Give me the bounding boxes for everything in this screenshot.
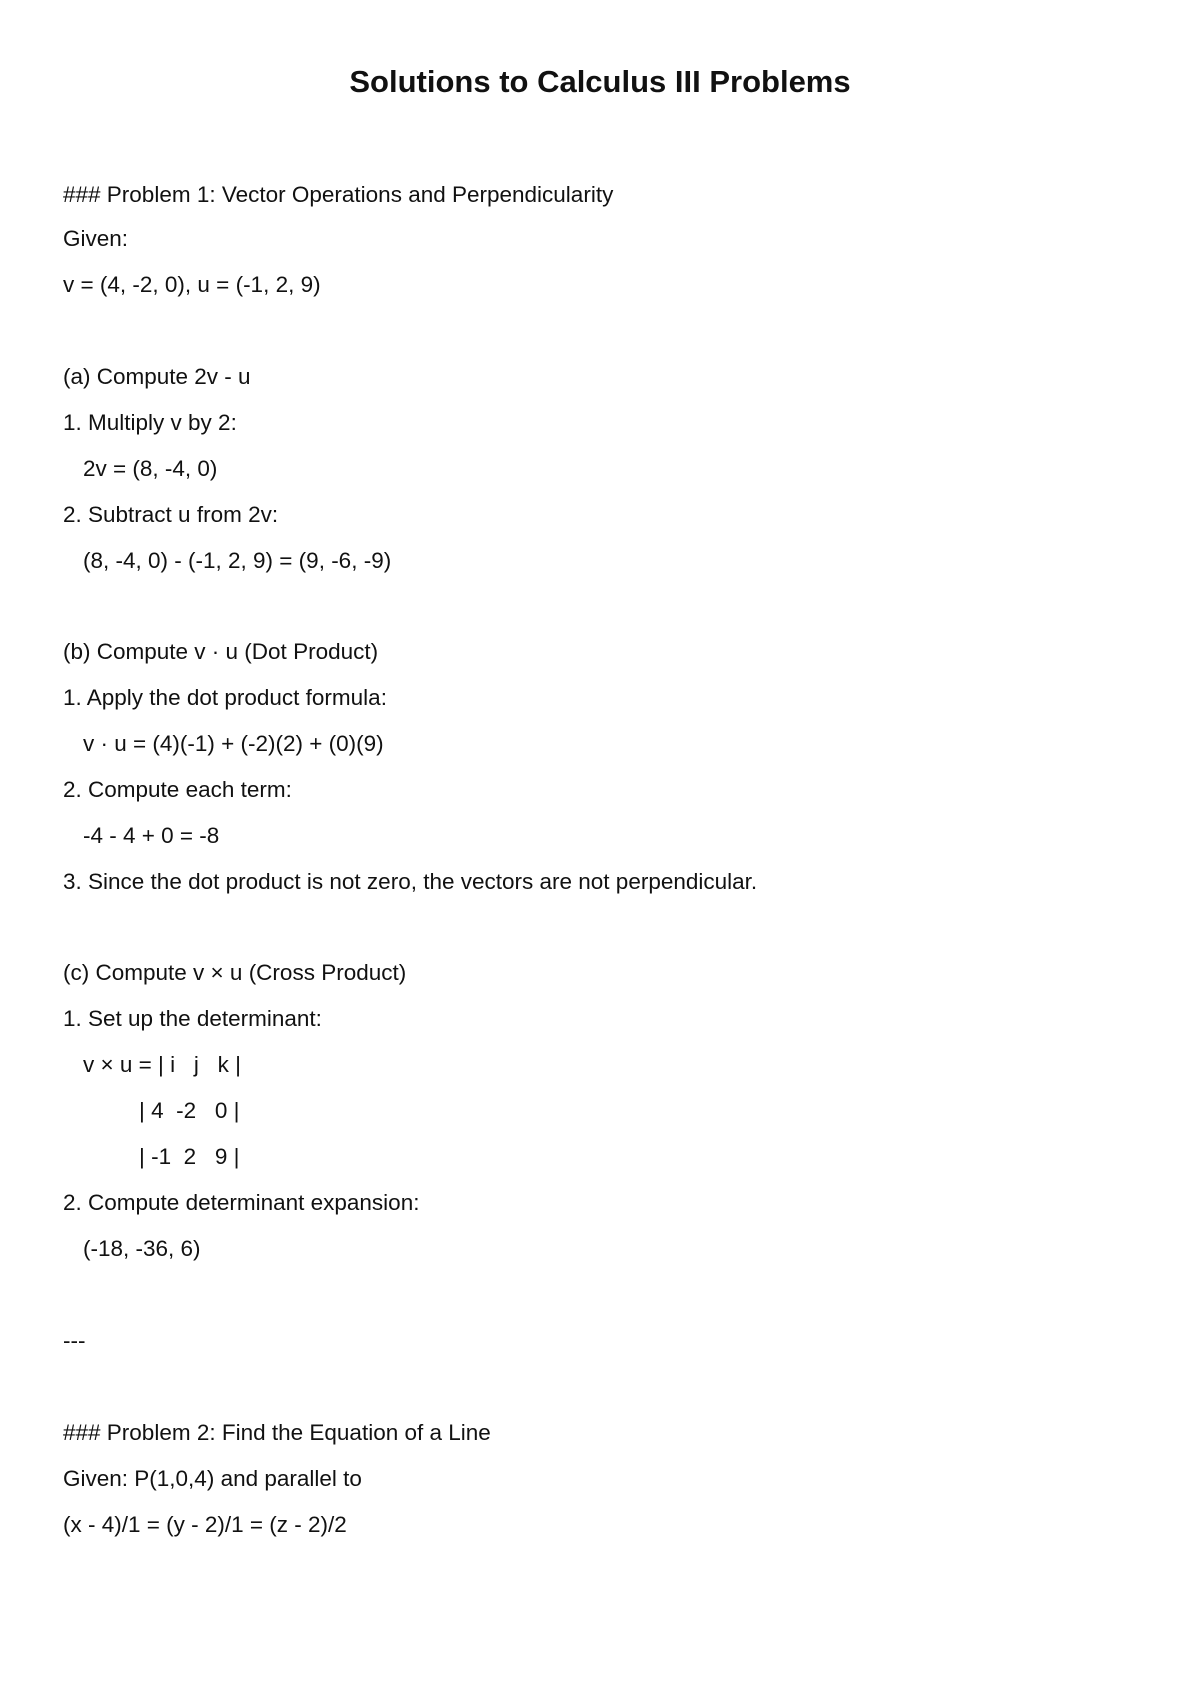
determinant-row-3: | -1 2 9 |	[139, 1144, 240, 1169]
part-c-step-1: 1. Set up the determinant:	[63, 1006, 322, 1031]
part-c-step-2: 2. Compute determinant expansion:	[63, 1190, 420, 1215]
problem-2-heading: ### Problem 2: Find the Equation of a Line	[63, 1420, 491, 1445]
determinant-row-2: | 4 -2 0 |	[139, 1098, 240, 1123]
part-c-heading: (c) Compute v × u (Cross Product)	[63, 960, 407, 985]
part-c-step-2-result: (-18, -36, 6)	[83, 1236, 201, 1261]
part-a-heading: (a) Compute 2v - u	[63, 364, 251, 389]
problem-1-heading: ### Problem 1: Vector Operations and Perpendicularity	[63, 182, 614, 207]
part-b-step-1-result: v · u = (4)(-1) + (-2)(2) + (0)(9)	[83, 731, 384, 756]
part-b-heading: (b) Compute v · u (Dot Product)	[63, 639, 379, 664]
problem-2-given: Given: P(1,0,4) and parallel to	[63, 1466, 362, 1491]
part-a-step-1-result: 2v = (8, -4, 0)	[83, 456, 218, 481]
part-b-step-1: 1. Apply the dot product formula:	[63, 685, 387, 710]
part-a-step-2-result: (8, -4, 0) - (-1, 2, 9) = (9, -6, -9)	[83, 548, 392, 573]
problem-1-given-values: v = (4, -2, 0), u = (-1, 2, 9)	[63, 272, 321, 297]
part-b-step-2-result: -4 - 4 + 0 = -8	[83, 823, 220, 848]
part-b-step-3: 3. Since the dot product is not zero, the vectors are not perpendicular.	[63, 869, 758, 894]
page-title: Solutions to Calculus III Problems	[349, 64, 851, 99]
problem-1-given-label: Given:	[63, 226, 129, 251]
part-a-step-2: 2. Subtract u from 2v:	[63, 502, 279, 527]
determinant-row-1: v × u = | i j k |	[83, 1052, 241, 1077]
section-separator: ---	[63, 1328, 86, 1353]
part-a-step-1: 1. Multiply v by 2:	[63, 410, 237, 435]
problem-2-equation: (x - 4)/1 = (y - 2)/1 = (z - 2)/2	[63, 1512, 347, 1537]
part-b-step-2: 2. Compute each term:	[63, 777, 292, 802]
